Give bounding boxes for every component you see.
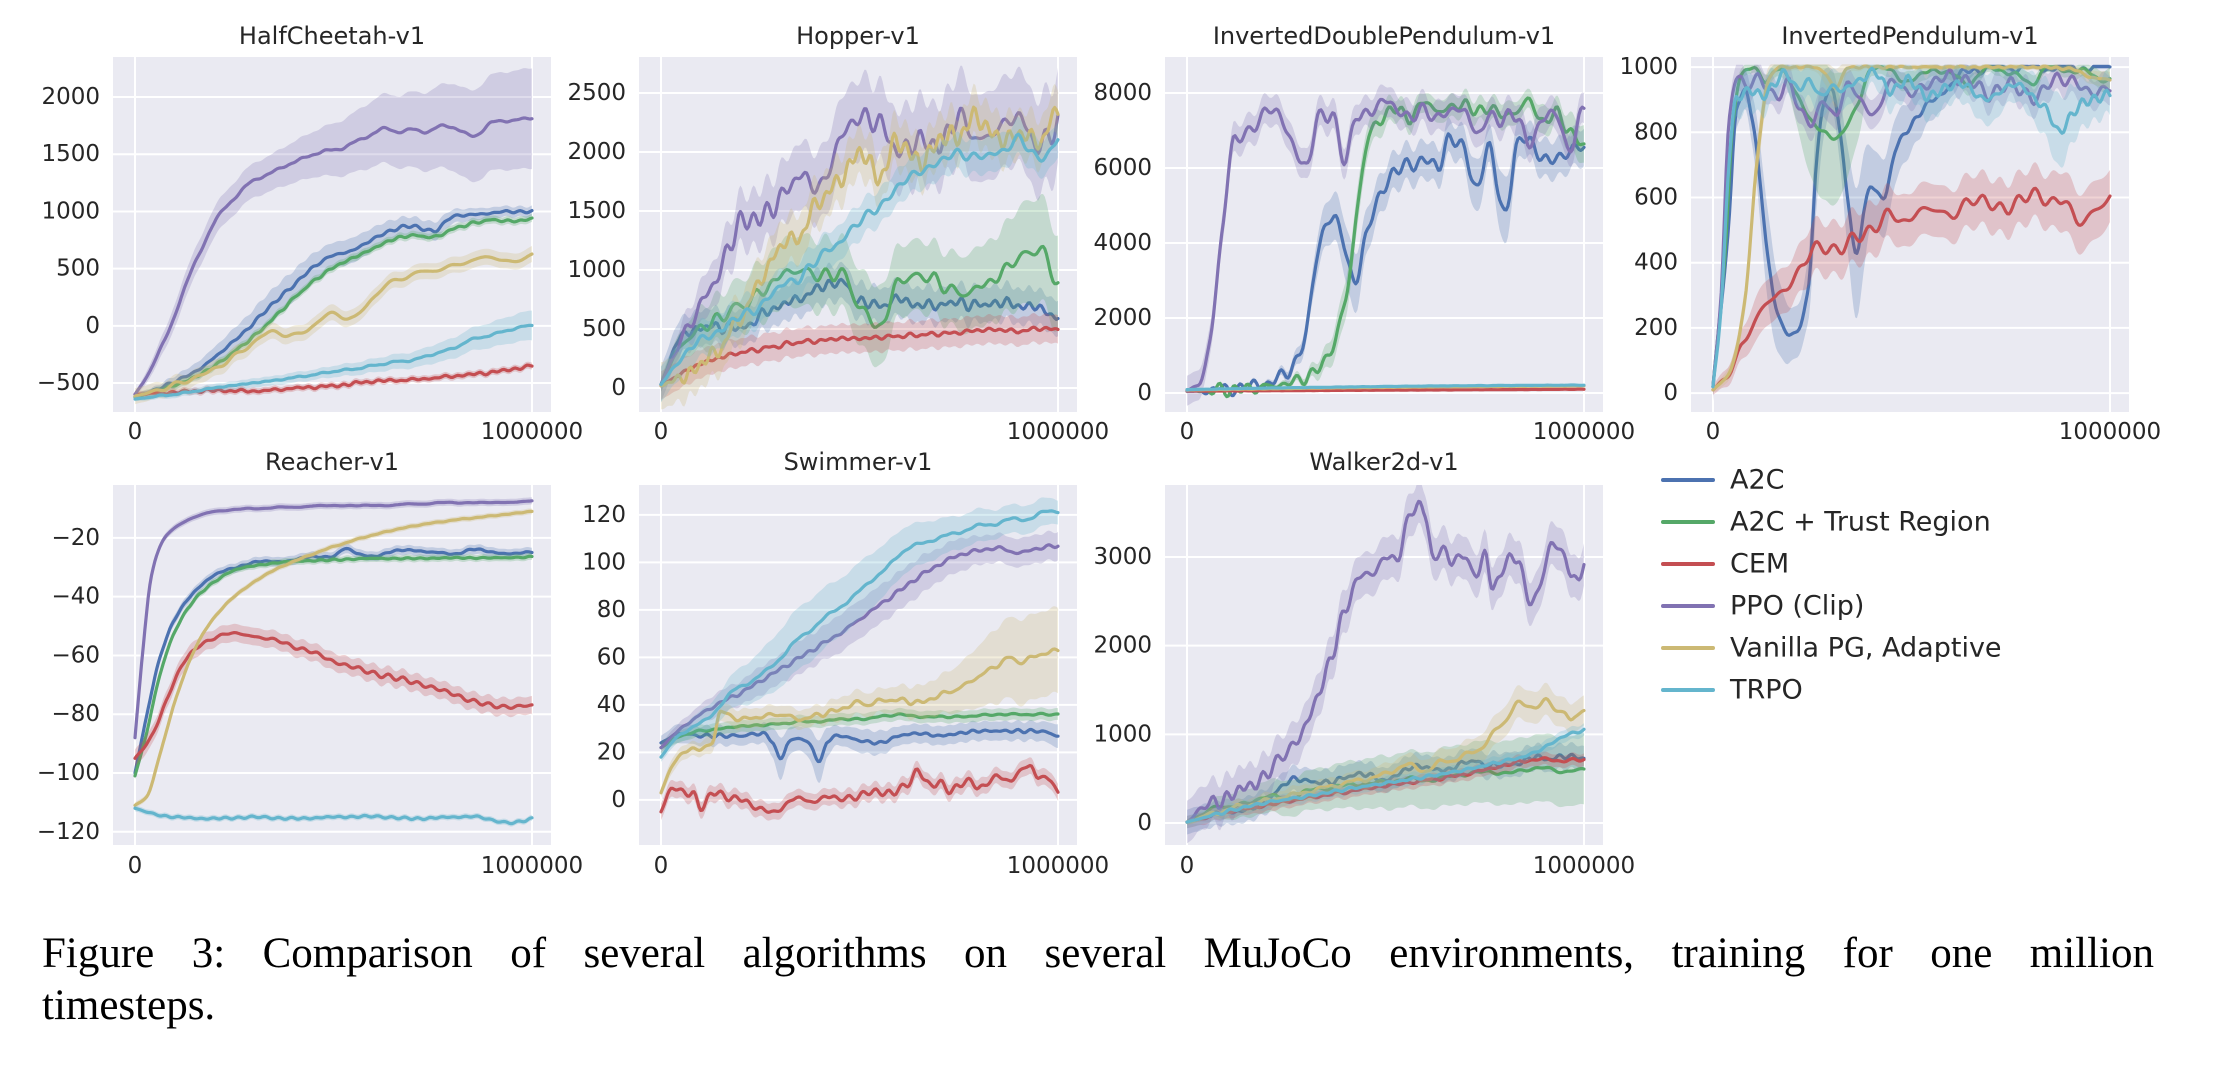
y-tick-label: 0 bbox=[85, 312, 100, 339]
legend-label-cem: CEM bbox=[1730, 548, 1790, 580]
chart-swimmer-v1 bbox=[582, 448, 1109, 879]
y-tick-label: 800 bbox=[1634, 119, 1678, 146]
chart-title: Walker2d-v1 bbox=[1309, 448, 1459, 476]
y-tick-label: 1000 bbox=[41, 198, 100, 225]
y-tick-label: 500 bbox=[56, 255, 100, 282]
y-tick-label: −80 bbox=[51, 701, 100, 728]
x-tick-label: 1000000 bbox=[2058, 419, 2162, 445]
x-tick-label: 0 bbox=[653, 419, 669, 445]
chart-reacher-v1 bbox=[37, 448, 583, 879]
x-tick-label: 0 bbox=[127, 853, 143, 879]
x-tick-label: 1000000 bbox=[1532, 853, 1636, 879]
y-tick-label: 2000 bbox=[1093, 632, 1152, 659]
legend bbox=[1663, 465, 2002, 706]
y-tick-label: 600 bbox=[1634, 184, 1678, 211]
y-tick-label: 6000 bbox=[1093, 154, 1152, 181]
y-tick-label: 1000 bbox=[1093, 721, 1152, 748]
y-tick-label: 40 bbox=[596, 691, 626, 718]
chart-invertedpendulum-v1 bbox=[1619, 22, 2161, 445]
y-tick-label: 400 bbox=[1634, 249, 1678, 276]
figure-caption bbox=[42, 928, 2154, 1032]
legend-label-a2c-trust-region: A2C + Trust Region bbox=[1730, 506, 1991, 538]
y-tick-label: 3000 bbox=[1093, 544, 1152, 570]
caption-line-1: Figure 3: Comparison of several algorithms on several MuJoCo environments, training for one million bbox=[42, 930, 2154, 977]
x-tick-label: 1000000 bbox=[480, 853, 584, 879]
y-tick-label: −500 bbox=[36, 370, 100, 397]
y-tick-label: 2500 bbox=[567, 79, 626, 106]
chart-walker2d-v1 bbox=[1093, 448, 1635, 879]
y-tick-label: 0 bbox=[611, 786, 626, 813]
x-tick-label: 1000000 bbox=[480, 419, 584, 445]
y-tick-label: 2000 bbox=[41, 84, 100, 111]
y-tick-label: 2000 bbox=[1093, 304, 1152, 331]
y-tick-label: −60 bbox=[51, 642, 100, 669]
y-tick-label: 2000 bbox=[567, 139, 626, 166]
y-tick-label: 0 bbox=[1663, 380, 1678, 407]
y-tick-label: 60 bbox=[596, 644, 626, 671]
chart-title: Reacher-v1 bbox=[264, 448, 400, 476]
chart-title: Swimmer-v1 bbox=[783, 448, 933, 476]
y-tick-label: 1500 bbox=[41, 141, 100, 168]
x-tick-label: 0 bbox=[1179, 853, 1195, 879]
chart-title: InvertedDoublePendulum-v1 bbox=[1212, 22, 1556, 50]
y-tick-label: 80 bbox=[596, 596, 626, 623]
caption-line-2: timesteps. bbox=[42, 982, 216, 1029]
y-tick-label: 0 bbox=[1137, 379, 1152, 406]
y-tick-label: −100 bbox=[36, 760, 100, 786]
y-tick-label: −40 bbox=[51, 583, 100, 610]
legend-label-vanilla-pg-adaptive: Vanilla PG, Adaptive bbox=[1730, 632, 2002, 664]
y-tick-label: 100 bbox=[582, 549, 626, 576]
y-tick-label: 4000 bbox=[1093, 229, 1152, 256]
y-tick-label: 1000 bbox=[1619, 54, 1678, 81]
y-tick-label: 500 bbox=[582, 316, 626, 343]
chart-inverteddoublependulum-v1 bbox=[1093, 22, 1635, 445]
y-tick-label: 8000 bbox=[1093, 79, 1152, 106]
y-tick-label: 200 bbox=[1634, 314, 1678, 341]
y-tick-label: 120 bbox=[582, 501, 626, 528]
chart-title: HalfCheetah-v1 bbox=[238, 22, 426, 50]
y-tick-label: −120 bbox=[36, 818, 100, 845]
legend-label-a2c: A2C bbox=[1730, 464, 1785, 496]
x-tick-label: 1000000 bbox=[1006, 853, 1110, 879]
y-tick-label: 0 bbox=[611, 375, 626, 402]
chart-title: InvertedPendulum-v1 bbox=[1781, 22, 2039, 50]
chart-hopper-v1 bbox=[567, 22, 1109, 445]
legend-label-trpo: TRPO bbox=[1730, 674, 1803, 706]
x-tick-label: 0 bbox=[653, 853, 669, 879]
x-tick-label: 0 bbox=[1179, 419, 1195, 445]
x-tick-label: 1000000 bbox=[1532, 419, 1636, 445]
legend-label-ppo-clip-: PPO (Clip) bbox=[1730, 590, 1865, 622]
x-tick-label: 1000000 bbox=[1006, 419, 1110, 445]
x-tick-label: 0 bbox=[127, 419, 143, 445]
y-tick-label: 1000 bbox=[567, 257, 626, 284]
chart-halfcheetah-v1 bbox=[37, 22, 583, 445]
chart-title: Hopper-v1 bbox=[796, 22, 920, 50]
y-tick-label: 20 bbox=[596, 739, 626, 766]
y-tick-label: 0 bbox=[1137, 810, 1152, 837]
y-tick-label: −20 bbox=[51, 524, 100, 551]
y-tick-label: 1500 bbox=[567, 198, 626, 225]
x-tick-label: 0 bbox=[1705, 419, 1721, 445]
